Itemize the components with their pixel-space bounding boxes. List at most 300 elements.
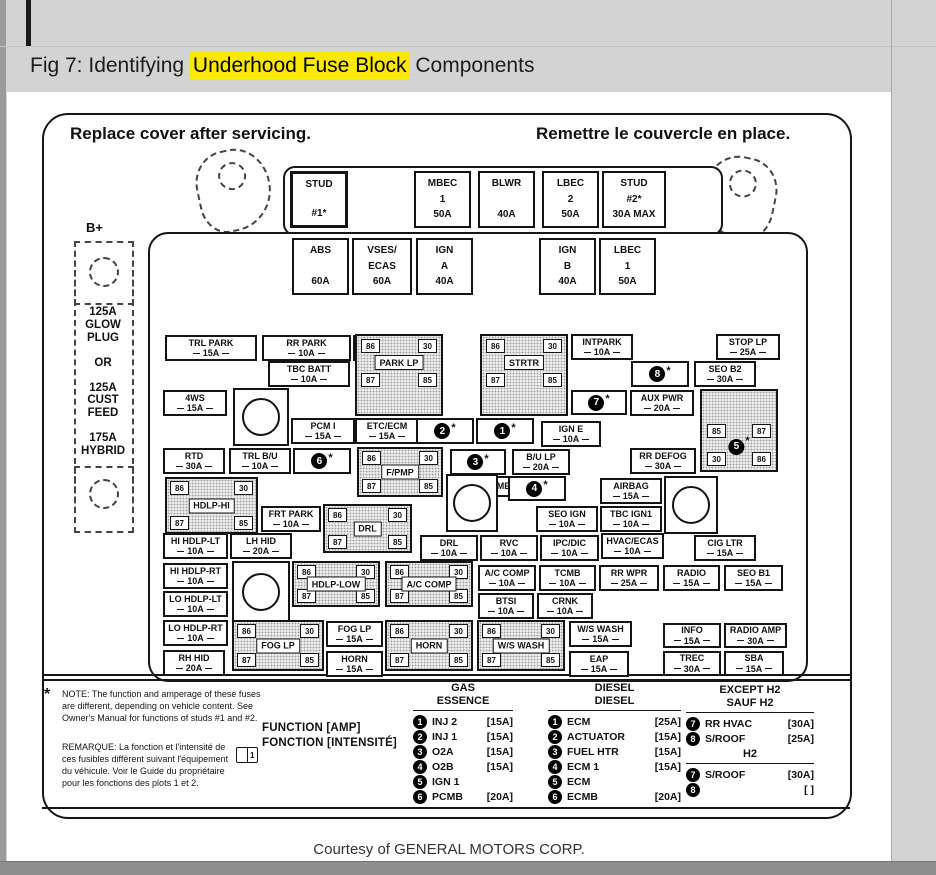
fuse-name: HORN xyxy=(341,653,368,664)
fuse-amperage: 15A xyxy=(193,348,230,358)
relay-name: W/S WASH xyxy=(493,638,550,653)
asterisk: * xyxy=(511,421,516,434)
fuse-ign-e xyxy=(541,421,601,447)
fuse-trec xyxy=(663,651,721,676)
legend-fonction-label: FONCTION [INTENSITÉ] xyxy=(262,737,397,749)
cartridge-fuse-stud-1 xyxy=(290,171,348,228)
fuse-amperage: 30A xyxy=(645,461,682,471)
fuse-rr-park xyxy=(262,335,351,361)
fuse-intpark xyxy=(571,334,633,360)
fuse-eap xyxy=(569,651,629,677)
fuse-name: DRL xyxy=(439,537,459,548)
fuse-name: RR DEFOG xyxy=(639,450,687,461)
item-label: ECM xyxy=(567,775,591,788)
item-amperage: [20A] xyxy=(654,790,681,803)
mounting-hole-icon xyxy=(215,159,248,192)
relay-pin-terminal: 86 xyxy=(328,508,347,522)
fuse-amperage: 10A xyxy=(288,348,325,358)
relay-position-5 xyxy=(700,389,778,472)
item-amperage: [15A] xyxy=(654,745,681,758)
fuse-amperage: 10A xyxy=(551,548,588,558)
item-amperage: [15A] xyxy=(486,745,513,758)
left-edge-bar xyxy=(0,0,6,875)
fuse-amperage: 15A xyxy=(736,664,773,674)
legend-item xyxy=(686,767,814,782)
asterisk: * xyxy=(328,451,333,464)
fuse-amperage: 15A xyxy=(673,578,710,588)
item-number-circle: 2 xyxy=(548,730,562,744)
fuse-amperage: 15A xyxy=(305,431,342,441)
relay-name: DRL xyxy=(353,521,382,536)
cavity-circle-icon xyxy=(242,573,280,611)
fuse-position-4 xyxy=(508,476,566,501)
fuse-rr-defog xyxy=(630,448,696,474)
fuse-fog-lp xyxy=(326,621,383,647)
relay-name: HDLP-LOW xyxy=(307,577,366,592)
item-number-circle: 1 xyxy=(548,715,562,729)
fuse-name: RTD xyxy=(184,450,204,461)
fuse-name: RH HID xyxy=(178,652,210,663)
item-number-circle: 3 xyxy=(413,745,427,759)
fuse-tcmb xyxy=(539,565,596,591)
cartridge-line: IGN xyxy=(435,245,454,256)
relay-pin-terminal: 30 xyxy=(449,624,468,638)
fuse-position-3 xyxy=(450,449,506,475)
cartridge-line: 1 xyxy=(624,260,631,272)
fuse-name: FOG LP xyxy=(337,623,372,634)
relay-pin-terminal: 30 xyxy=(356,565,375,579)
legend-item xyxy=(413,744,513,759)
relay-pin-terminal: 87 xyxy=(328,535,347,549)
relay-pin-terminal: 85 xyxy=(449,589,468,603)
legend-header-line: EXCEPT H2 xyxy=(719,684,781,696)
title-suffix: Components xyxy=(409,54,535,77)
fuse-amperage: 15A xyxy=(336,664,373,674)
relay-pin-terminal: 85 xyxy=(449,653,468,667)
fuse-sba xyxy=(724,651,784,676)
item-label: INJ 1 xyxy=(432,730,458,743)
fuse-rh-hid xyxy=(163,650,225,676)
relay-pin-terminal: 85 xyxy=(543,373,562,387)
relay-pin-terminal: 85 xyxy=(707,424,726,438)
legend-bottom-line xyxy=(42,807,850,809)
item-amperage: [15A] xyxy=(654,730,681,743)
fuse-amperage: 10A xyxy=(177,576,214,586)
item-number-circle: 4 xyxy=(548,760,562,774)
cartridge-line: 1 xyxy=(439,193,446,205)
fuse-frt-park xyxy=(261,506,321,532)
fuse-name: CIG LTR xyxy=(707,537,743,548)
fuse-amperage: 10A xyxy=(549,578,586,588)
legend-column-header xyxy=(686,684,814,713)
position-number-circle: 7 xyxy=(588,395,604,411)
cartridge-line: MBEC xyxy=(427,178,458,189)
fuse-name: TBC BATT xyxy=(286,363,332,374)
fuse-hi-hdlp-rt xyxy=(163,563,228,589)
maxi-fuse-option: OR xyxy=(94,356,112,369)
fuse-name: HVAC/ECAS xyxy=(606,535,659,546)
cartridge-line: 50A xyxy=(618,276,637,287)
fuse-rtd xyxy=(163,448,225,474)
item-amperage: [15A] xyxy=(486,760,513,773)
legend-item xyxy=(413,789,513,804)
fuse-amperage: 10A xyxy=(177,604,214,614)
fuse-name: HI HDLP-RT xyxy=(170,565,221,576)
asterisk: * xyxy=(451,421,456,434)
fuse-name: A/C COMP xyxy=(484,567,530,578)
item-number-circle: 5 xyxy=(548,775,562,789)
item-label: IGN 1 xyxy=(432,775,460,788)
fuse-lo-hdlp-rt xyxy=(163,620,228,646)
relay-pin-terminal: 85 xyxy=(418,373,437,387)
relay-name: HORN xyxy=(411,638,448,653)
maxi-fuse-option: 125A GLOW PLUG xyxy=(85,306,121,344)
fuse-tbc-batt xyxy=(268,361,350,387)
legend-column-diesel-diesel xyxy=(548,682,681,804)
legend-header-line: H2 xyxy=(742,748,758,760)
asterisk: * xyxy=(484,452,489,465)
item-amperage: [30A] xyxy=(787,717,814,730)
legend-item xyxy=(686,731,814,746)
fuse-name: TRL PARK xyxy=(188,337,234,348)
item-label: ECM 1 xyxy=(567,760,600,773)
relay-hdlp-hi xyxy=(165,477,258,534)
fuse-amperage: 10A xyxy=(431,548,468,558)
cartridge-line: BLWR xyxy=(491,178,522,189)
relay-cavity xyxy=(233,388,289,446)
fuse-rr-wpr xyxy=(599,565,659,591)
fuse-amperage: 25A xyxy=(730,347,767,357)
asterisk: * xyxy=(745,435,750,447)
relay-a-c-comp xyxy=(385,561,473,607)
fuse-amperage: 20A xyxy=(644,403,681,413)
fuse-amperage: 10A xyxy=(553,434,590,444)
fuse-name: IGN E xyxy=(558,423,584,434)
relay-position-number xyxy=(728,436,749,455)
cartridge-line: 50A xyxy=(433,209,452,220)
fuse-info xyxy=(663,623,721,648)
fuse-etc-ecm xyxy=(355,418,419,444)
cartridge-line: VSES/ xyxy=(367,245,397,256)
cartridge-line: 40A xyxy=(497,209,516,220)
item-label: RR HVAC xyxy=(705,717,753,730)
cartridge-fuse-blwr-40a xyxy=(478,171,535,228)
fuse-name: FRT PARK xyxy=(268,508,314,519)
relay-strtr xyxy=(480,334,568,416)
fuse-crnk xyxy=(537,593,593,619)
cartridge-line: 60A xyxy=(311,276,330,287)
cartridge-line: 60A xyxy=(372,276,392,287)
relay-pin-terminal: 30 xyxy=(234,481,253,495)
fuse-amperage: 10A xyxy=(242,461,279,471)
owners-manual-book-icon xyxy=(236,747,258,763)
position-number-circle: 3 xyxy=(467,454,483,470)
item-number-circle: 6 xyxy=(548,790,562,804)
fuse-name: TRL B/U xyxy=(242,450,278,461)
fuse-name: 4WS xyxy=(185,392,205,403)
item-amperage: [15A] xyxy=(486,715,513,728)
fuse-amperage: 10A xyxy=(177,546,214,556)
relay-w-s-wash xyxy=(477,620,565,671)
mounting-hole-icon xyxy=(726,167,759,200)
fuse-amperage: 15A xyxy=(613,491,650,501)
cartridge-line: A xyxy=(440,260,449,272)
item-number-circle: 2 xyxy=(413,730,427,744)
fuse-horn xyxy=(326,651,383,677)
legend-item xyxy=(548,729,681,744)
legend-column-except-h2-sauf-h2 xyxy=(686,684,814,746)
fuse-name: SBA xyxy=(744,653,764,664)
relay-pin-terminal: 87 xyxy=(390,653,409,667)
relay-f-pmp xyxy=(357,447,443,497)
cartridge-line: STUD xyxy=(620,178,648,189)
cartridge-fuse-vses-ecas-60a xyxy=(352,238,412,295)
fuse-amperage: 10A xyxy=(549,519,586,529)
cartridge-fuse-stud-2-30a-max xyxy=(602,171,666,228)
legend-column-gas-essence xyxy=(413,682,513,804)
maxi-fuse-labels xyxy=(76,306,130,458)
legend-column-header xyxy=(686,748,814,764)
cartridge-fuse-abs-60a xyxy=(292,238,349,295)
cartridge-line: LBEC xyxy=(613,245,642,256)
item-label: ACTUATOR xyxy=(567,730,625,743)
relay-pin-terminal: 86 xyxy=(237,624,256,638)
position-number-circle: 6 xyxy=(311,453,327,469)
relay-pin-terminal: 85 xyxy=(300,653,319,667)
relay-pin-terminal: 87 xyxy=(482,653,501,667)
fuse-amperage: 10A xyxy=(273,519,310,529)
fuse-amperage: 15A xyxy=(735,578,772,588)
relay-name: STRTR xyxy=(504,355,544,370)
legend-header-line: DIESEL xyxy=(594,682,635,694)
cartridge-line: 40A xyxy=(558,276,577,287)
cartridge-fuse-lbec-1-50a xyxy=(599,238,656,295)
relay-pin-terminal: 86 xyxy=(752,452,771,466)
fuse-name: RADIO xyxy=(677,567,706,578)
top-left-tick xyxy=(26,0,31,46)
cartridge-fuse-lbec-2-50a xyxy=(542,171,599,228)
bottom-bar xyxy=(0,861,936,875)
fuse-position-1 xyxy=(476,418,534,444)
cartridge-fuse-ign-b-40a xyxy=(539,238,596,295)
cartridge-line: IGN xyxy=(558,245,577,256)
fuse-trl-park xyxy=(165,335,257,361)
relay-pin-terminal: 86 xyxy=(390,565,409,579)
cover-note-english: Replace cover after servicing. xyxy=(70,124,311,143)
fuse-name: RR WPR xyxy=(610,567,648,578)
fuse-name: SEO IGN xyxy=(548,508,586,519)
stud-hole-icon xyxy=(89,479,119,509)
fuse-seo-ign xyxy=(536,506,598,532)
fuse-a-c-comp xyxy=(478,565,536,591)
item-amperage: [15A] xyxy=(486,730,513,743)
fuse-drl xyxy=(420,535,478,561)
cartridge-line: #2* xyxy=(626,193,642,205)
cartridge-line: ECAS xyxy=(368,260,396,272)
fuse-name: AUX PWR xyxy=(640,392,684,403)
fuse-seo-b1 xyxy=(724,565,783,591)
fuse-name: RR PARK xyxy=(286,337,327,348)
item-amperage: [ ] xyxy=(804,783,814,796)
maxi-fuse-option: 125A CUST FEED xyxy=(87,381,119,420)
cartridge-line: 50A xyxy=(561,209,580,220)
fuse-amperage: 20A xyxy=(523,462,560,472)
fuse-name: TREC xyxy=(679,653,705,664)
fuse-amperage: 15A xyxy=(177,403,214,413)
item-number-circle: 6 xyxy=(413,790,427,804)
fuse-aux-pwr xyxy=(630,390,694,416)
fuse-w-s-wash xyxy=(569,621,632,647)
fuse-amperage: 15A xyxy=(707,548,744,558)
asterisk: * xyxy=(666,364,671,377)
item-amperage: [20A] xyxy=(486,790,513,803)
fuse-name: PCM I xyxy=(310,420,336,431)
relay-pin-terminal: 86 xyxy=(482,624,501,638)
item-label: FUEL HTR xyxy=(567,745,619,758)
relay-pin-terminal: 86 xyxy=(361,339,380,353)
courtesy-credit: Courtesy of GENERAL MOTORS CORP. xyxy=(313,841,585,858)
fuse-btsi xyxy=(478,593,534,619)
item-number-circle: 7 xyxy=(686,717,700,731)
legend-function-label: FUNCTION [AMP] xyxy=(262,722,361,734)
legend-header-line: DIESEL xyxy=(594,695,635,708)
book-page-label: 1 xyxy=(250,750,255,760)
item-number-circle: 3 xyxy=(548,745,562,759)
fuse-amperage: 10A xyxy=(491,548,528,558)
maxi-fuse-option: 175A HYBRID xyxy=(80,432,126,458)
fuse-4ws xyxy=(163,390,227,416)
item-label: INJ 2 xyxy=(432,715,458,728)
fuse-amperage: 10A xyxy=(489,578,526,588)
item-number-circle: 7 xyxy=(686,768,700,782)
relay-pin-terminal: 85 xyxy=(234,516,253,530)
fuse-trl-b-u xyxy=(229,448,291,474)
fuse-name: SEO B1 xyxy=(736,567,770,578)
cavity-circle-icon xyxy=(453,484,491,522)
item-number-circle: 8 xyxy=(686,732,700,746)
fuse-position-7 xyxy=(571,390,627,415)
cartridge-line: B xyxy=(563,260,572,272)
fuse-name: SEO B2 xyxy=(708,363,742,374)
fuse-amperage: 30A xyxy=(707,374,744,384)
fuse-amperage: 10A xyxy=(584,347,621,357)
fuse-name: EAP xyxy=(589,653,609,664)
fuse-ipc-dic xyxy=(540,535,599,561)
item-number-circle: 1 xyxy=(413,715,427,729)
cartridge-fuse-ign-a-40a xyxy=(416,238,473,295)
item-number-circle: 8 xyxy=(686,783,700,797)
fuse-seo-b2 xyxy=(694,361,756,387)
item-label: ECM xyxy=(567,715,591,728)
relay-pin-terminal: 87 xyxy=(390,589,409,603)
position-number-circle: 8 xyxy=(649,366,665,382)
relay-pin-terminal: 86 xyxy=(486,339,505,353)
relay-pin-terminal: 85 xyxy=(356,589,375,603)
relay-name: FOG LP xyxy=(256,638,300,653)
relay-pin-terminal: 85 xyxy=(419,479,438,493)
relay-pin-terminal: 86 xyxy=(362,451,381,465)
fuse-name: STOP LP xyxy=(728,336,768,347)
note-french: REMARQUE: La fonction et l'intensité de ces fusibles diffèrent suivant l'équipement du véhicule. Voir le Guide du propriétaire pour les fonctions des plots 1 et 2. xyxy=(62,742,229,788)
fuse-name: INTPARK xyxy=(582,336,622,347)
fuse-name: W/S WASH xyxy=(577,623,624,634)
note-asterisk: * xyxy=(44,686,51,703)
item-label: O2A xyxy=(432,745,454,758)
item-label: O2B xyxy=(432,760,454,773)
relay-pin-terminal: 85 xyxy=(541,653,560,667)
top-divider-line xyxy=(0,46,936,47)
item-label: S/ROOF xyxy=(705,768,746,781)
relay-name: A/C COMP xyxy=(402,577,457,592)
legend-item xyxy=(686,716,814,731)
relay-pin-terminal: 87 xyxy=(297,589,316,603)
item-label: PCMB xyxy=(432,790,463,803)
fuse-name: INFO xyxy=(681,625,703,636)
relay-drl xyxy=(323,504,412,553)
fuse-position-2 xyxy=(416,418,474,444)
fuse-name: ETC/ECM xyxy=(366,420,408,431)
relay-pin-terminal: 30 xyxy=(388,508,407,522)
item-label: ECMB xyxy=(567,790,598,803)
figure-title xyxy=(30,54,534,78)
relay-cavity xyxy=(446,474,498,532)
cartridge-line: ABS xyxy=(309,245,332,256)
relay-pin-terminal: 30 xyxy=(418,339,437,353)
relay-pin-terminal: 87 xyxy=(486,373,505,387)
fuse-amperage: 10A xyxy=(488,606,525,616)
relay-pin-terminal: 86 xyxy=(297,565,316,579)
fuse-amperage: 15A xyxy=(582,634,619,644)
fuse-position-6 xyxy=(293,448,351,474)
fuse-amperage: 20A xyxy=(243,546,280,556)
fuse-stop-lp xyxy=(716,334,780,360)
title-prefix: Fig 7: Identifying xyxy=(30,54,190,77)
fuse-name: LO HDLP-RT xyxy=(168,622,223,633)
fuse-name: CRNK xyxy=(552,595,578,606)
relay-pin-terminal: 30 xyxy=(449,565,468,579)
legend-item xyxy=(548,774,681,789)
relay-pin-terminal: 87 xyxy=(237,653,256,667)
legend-item xyxy=(548,714,681,729)
relay-pin-terminal: 87 xyxy=(170,516,189,530)
legend-item xyxy=(686,782,814,797)
relay-fog-lp xyxy=(232,620,324,671)
item-amperage: [15A] xyxy=(654,760,681,773)
fuse-name: IPC/DIC xyxy=(552,537,586,548)
fuse-amperage: 10A xyxy=(291,374,328,384)
cartridge-line: #1* xyxy=(311,208,327,219)
legend-item xyxy=(413,774,513,789)
fuse-amperage: 30A xyxy=(674,664,711,674)
b-plus-label: B+ xyxy=(86,220,103,235)
item-label: S/ROOF xyxy=(705,732,746,745)
fuse-cig-ltr xyxy=(694,535,756,561)
fuse-name: RVC xyxy=(499,537,519,548)
relay-pin-terminal: 86 xyxy=(170,481,189,495)
fuse-hi-hdlp-lt xyxy=(163,533,228,559)
fuse-amperage: 30A xyxy=(737,636,774,646)
position-number-circle: 5 xyxy=(728,439,744,455)
asterisk: * xyxy=(543,479,548,491)
legend-column-header xyxy=(413,682,513,711)
item-amperage: [25A] xyxy=(787,732,814,745)
legend-item xyxy=(548,759,681,774)
relay-pin-terminal: 30 xyxy=(541,624,560,638)
cartridge-line: STUD xyxy=(305,179,333,190)
fuse-amperage: 15A xyxy=(674,636,711,646)
cartridge-line: LBEC xyxy=(556,178,585,189)
position-number-circle: 1 xyxy=(494,423,510,439)
